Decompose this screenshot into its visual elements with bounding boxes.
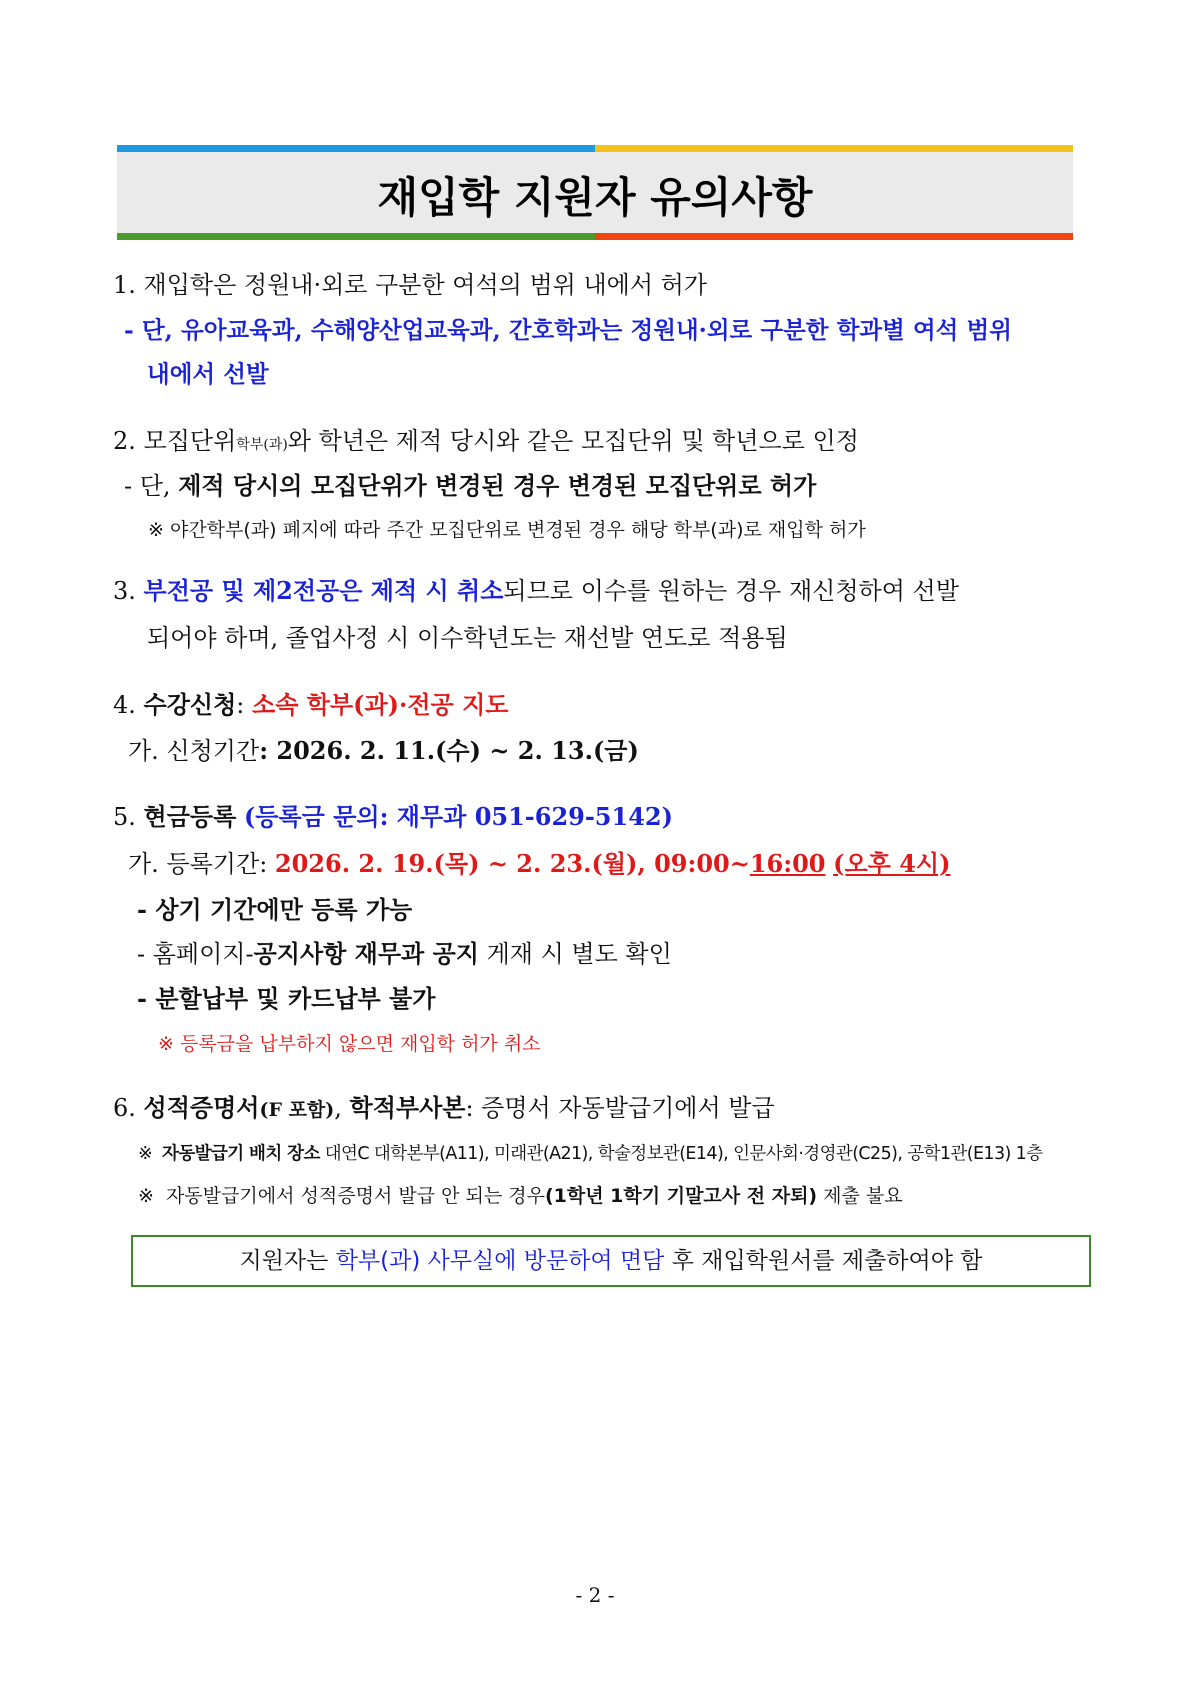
section-5-warning: ※ 등록금을 납부하지 않으면 재입학 허가 취소: [158, 1033, 541, 1055]
notice-box: 지원자는 학부(과) 사무실에 방문하여 면담 후 재입학원서를 제출하여야 함: [131, 1235, 1091, 1287]
section-1-sub-cont: 내에서 선발: [147, 360, 269, 388]
section-2-note: ※ 야간학부(과) 폐지에 따라 주간 모집단위로 변경된 경우 해당 학부(과)로 재입학 허가: [148, 519, 866, 541]
title-bar-top-yellow: [595, 145, 1073, 152]
section-2-sub: - 단, 제적 당시의 모집단위가 변경된 경우 변경된 모집단위로 허가: [124, 471, 817, 500]
title-banner: [117, 145, 1073, 240]
section-5-bullet-1: - 상기 기간에만 등록 가능: [137, 895, 413, 924]
section-6-note-1: ※ 자동발급기 배치 장소 대연C 대학본부(A11), 미래관(A21), 학술정보관(E14), 인문사회·경영관(C25), 공학1관(E13) 1층: [138, 1144, 1043, 1164]
page-number: - 2 -: [575, 1583, 615, 1607]
title-bar-bottom-red: [595, 233, 1073, 240]
section-5-period: 가. 등록기간: 2026. 2. 19.(목) ~ 2. 23.(월), 09:00~16:00 (오후 4시): [128, 849, 951, 878]
section-3-cont: 되어야 하며, 졸업사정 시 이수학년도는 재선발 연도로 적용됨: [147, 624, 788, 652]
section-6-note-2: ※ 자동발급기에서 성적증명서 발급 안 되는 경우(1학년 1학기 기말고사 전 자퇴) 제출 불요: [138, 1185, 903, 1207]
section-2-main: 2. 모집단위학부(과)와 학년은 제적 당시와 같은 모집단위 및 학년으로 인정: [113, 427, 859, 455]
section-6-main: 6. 성적증명서(F 포함), 학적부사본: 증명서 자동발급기에서 발급: [113, 1093, 775, 1122]
section-4-period: 가. 신청기간: 2026. 2. 11.(수) ~ 2. 13.(금): [128, 736, 639, 765]
section-3-main: 3. 부전공 및 제2전공은 제적 시 취소되므로 이수를 원하는 경우 재신청하여 선발: [113, 576, 959, 605]
title-bar-top-blue: [117, 145, 595, 152]
section-5-main: 5. 현금등록 (등록금 문의: 재무과 051-629-5142): [113, 802, 673, 831]
section-5-bullet-2: - 홈페이지-공지사항 재무과 공지 게재 시 별도 확인: [137, 939, 672, 968]
section-4-main: 4. 수강신청: 소속 학부(과)·전공 지도: [113, 690, 509, 719]
page-title: 재입학 지원자 유의사항: [377, 173, 813, 222]
section-1-sub: - 단, 유아교육과, 수해양산업교육과, 간호학과는 정원내·외로 구분한 학과별 여석 범위: [124, 316, 1012, 344]
section-5-bullet-3: - 분할납부 및 카드납부 불가: [137, 984, 436, 1013]
section-1-main: 1. 재입학은 정원내·외로 구분한 여석의 범위 내에서 허가: [113, 271, 707, 299]
title-bar-bottom-green: [117, 233, 595, 240]
